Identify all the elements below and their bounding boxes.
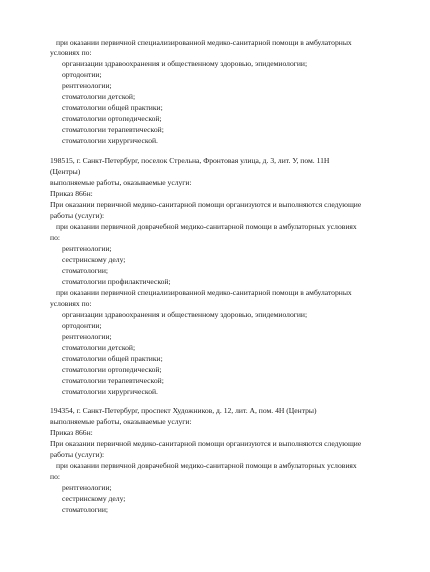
list-item: стоматологии; — [62, 505, 109, 514]
list-item: стоматологии; — [62, 266, 109, 275]
list-item: стоматологии ортопедической; — [62, 365, 162, 374]
org-paragraph-cont: работы (услуги): — [50, 211, 105, 220]
list-item: стоматологии общей практики; — [62, 354, 163, 363]
order-reference: Приказ 866н: — [50, 189, 93, 198]
address: 198515, г. Санкт-Петербург, поселок Стрельна, Фронтовая улица, д. 3, лит. У, пом. 11Н — [50, 156, 330, 165]
org-paragraph-cont: работы (услуги): — [50, 450, 105, 459]
org-paragraph: При оказании первичной медико-санитарной помощи организуются и выполняются следующие — [50, 439, 362, 448]
works-heading: выполняемые работы, оказываемые услуги: — [50, 417, 192, 426]
primary-care-intro: при оказании первичной доврачебной медико-санитарной помощи в амбулаторных условиях — [56, 461, 357, 470]
spec-care-intro: при оказании первичной специализированной медико-санитарной помощи в амбулаторных — [56, 288, 352, 297]
order-reference: Приказ 866н: — [50, 428, 93, 437]
spec-care-intro-cont: условиях по: — [50, 48, 92, 57]
list-item: стоматологии ортопедической; — [62, 114, 162, 123]
list-item: рентгенологии; — [62, 81, 112, 90]
spec-care-intro: при оказании первичной специализированной медико-санитарной помощи в амбулаторных — [56, 38, 352, 47]
spec-care-intro-cont: условиях по: — [50, 299, 92, 308]
list-item: рентгенологии; — [62, 483, 112, 492]
address: 194354, г. Санкт-Петербург, проспект Художников, д. 12, лит. А, пом. 4Н (Центры) — [50, 406, 317, 415]
list-item: стоматологии хирургической. — [62, 387, 158, 396]
list-item: стоматологии терапевтической; — [62, 125, 164, 134]
primary-care-intro: при оказании первичной доврачебной медико-санитарной помощи в амбулаторных условиях — [56, 222, 357, 231]
org-paragraph: При оказании первичной медико-санитарной помощи организуются и выполняются следующие — [50, 200, 362, 209]
list-item: рентгенологии; — [62, 332, 112, 341]
primary-care-intro-cont: по: — [50, 233, 60, 242]
list-item: сестринскому делу; — [62, 494, 126, 503]
list-item: ортодонтии; — [62, 70, 102, 79]
list-item: рентгенологии; — [62, 244, 112, 253]
works-heading: выполняемые работы, оказываемые услуги: — [50, 178, 192, 187]
list-item: стоматологии детской; — [62, 92, 136, 101]
primary-care-intro-cont: по: — [50, 472, 60, 481]
address-cont: (Центры) — [50, 167, 81, 176]
list-item: организации здравоохранения и общественному здоровью, эпидемиологии; — [62, 310, 308, 319]
list-item: стоматологии терапевтической; — [62, 376, 164, 385]
list-item: ортодонтии; — [62, 321, 102, 330]
list-item: организации здравоохранения и общественному здоровью, эпидемиологии; — [62, 59, 308, 68]
list-item: стоматологии профилактической; — [62, 277, 171, 286]
list-item: сестринскому делу; — [62, 255, 126, 264]
list-item: стоматологии хирургической. — [62, 136, 158, 145]
list-item: стоматологии детской; — [62, 343, 136, 352]
list-item: стоматологии общей практики; — [62, 103, 163, 112]
